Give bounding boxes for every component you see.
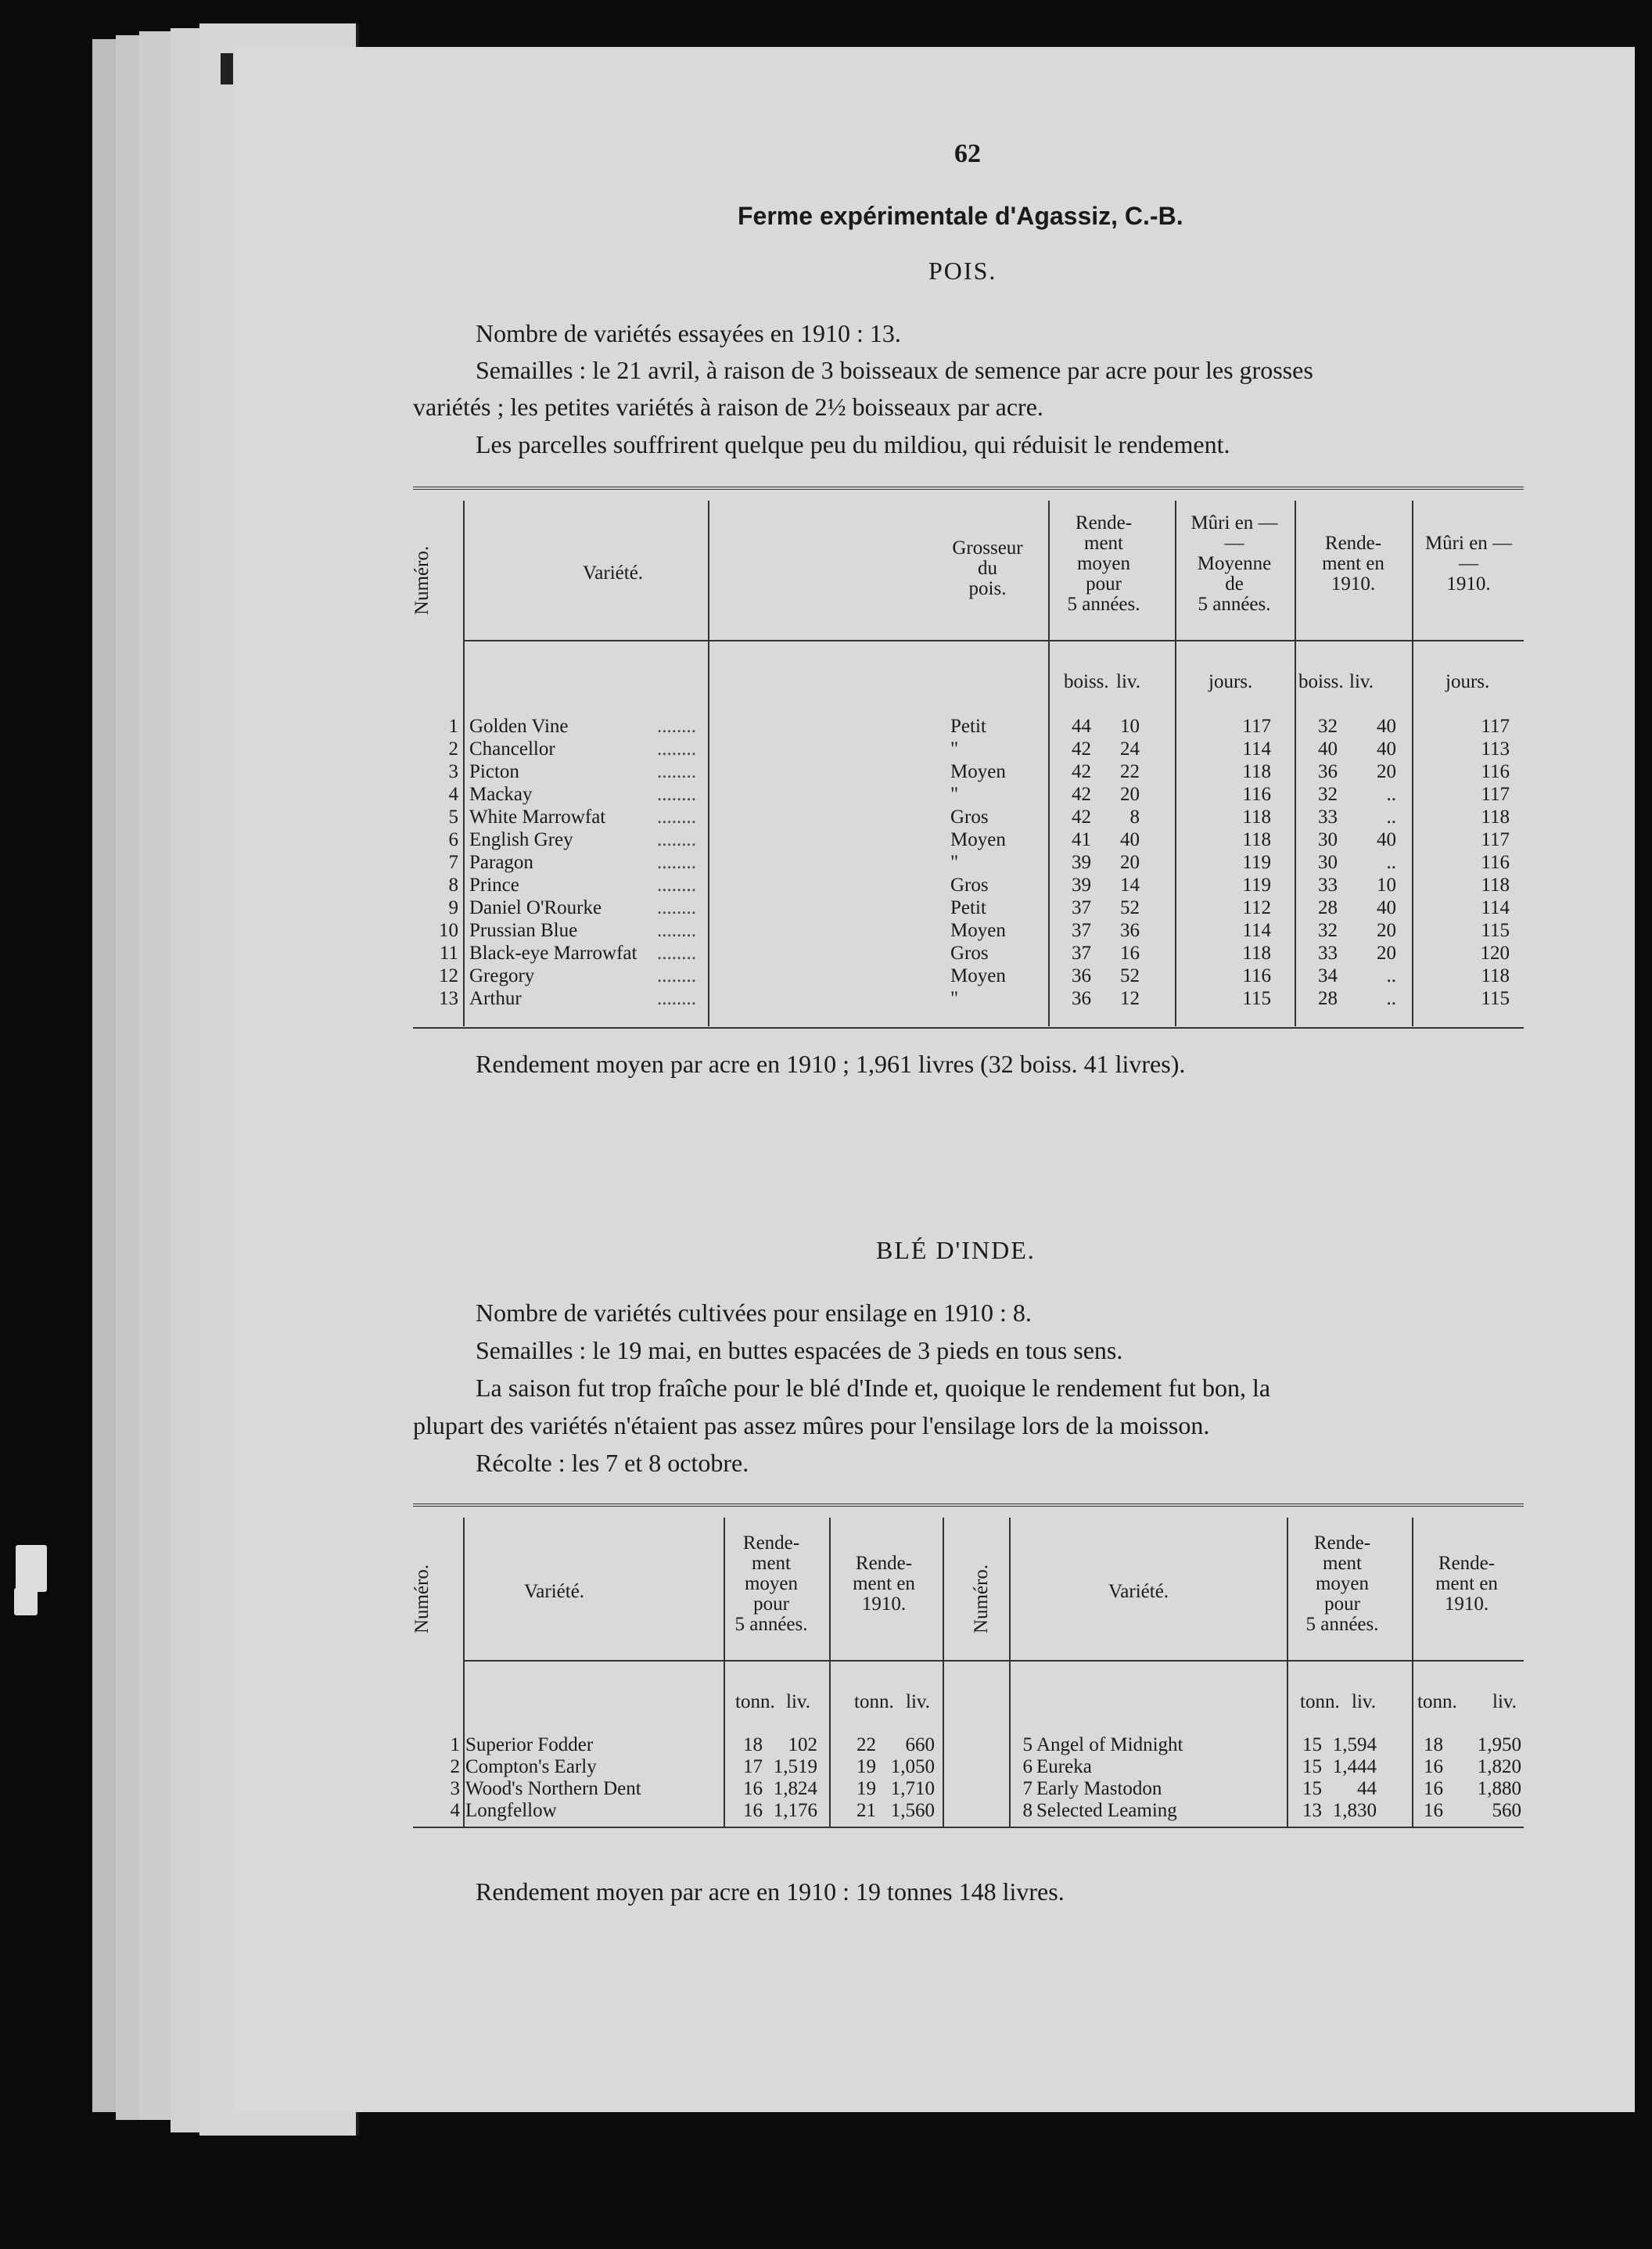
- unit-tonn: tonn.: [854, 1691, 894, 1712]
- unit-tonn: tonn.: [1300, 1691, 1340, 1712]
- avg-bushels: 37: [1072, 943, 1091, 964]
- pounds-1910: 1,560: [890, 1800, 935, 1821]
- avg-tons: 15: [1302, 1734, 1322, 1755]
- col-header-rendement-1910: Rende- ment en 1910.: [1322, 533, 1384, 595]
- row-number: 8: [448, 875, 458, 896]
- ble-footer: Rendement moyen par acre en 1910 : 19 tonnes 148 livres.: [476, 1877, 1065, 1906]
- table-row: [235, 988, 1564, 1010]
- tons-1910: 18: [1424, 1734, 1443, 1755]
- tons-1910: 21: [857, 1800, 876, 1821]
- table-row: [235, 1734, 1564, 1756]
- days-1910: 118: [1481, 875, 1510, 896]
- variety-name: English Grey: [469, 829, 573, 850]
- unit-liv: liv.: [786, 1691, 811, 1712]
- avg-pounds: 1,830: [1332, 1800, 1377, 1821]
- avg-pounds: 20: [1120, 852, 1140, 873]
- row-number: 5: [448, 807, 458, 828]
- pea-size: ": [950, 784, 959, 805]
- row-number: 5: [1022, 1734, 1032, 1755]
- leader-dots: ........: [657, 920, 696, 941]
- row-number: 6: [1022, 1756, 1032, 1777]
- pounds-1910: 1,050: [890, 1756, 935, 1777]
- variety-name: Angel of Midnight: [1036, 1734, 1183, 1755]
- row-number: 3: [448, 761, 458, 782]
- variety-name: Gregory: [469, 965, 535, 986]
- pounds-1910: ..: [1386, 807, 1396, 828]
- avg-days: 118: [1242, 829, 1271, 850]
- leader-dots: ........: [657, 761, 696, 782]
- table-row: [235, 965, 1564, 987]
- pounds-1910: 1,820: [1477, 1756, 1521, 1777]
- col-header-rendement-1910: Rende- ment en 1910.: [853, 1553, 915, 1615]
- days-1910: 118: [1481, 965, 1510, 986]
- avg-pounds: 1,176: [773, 1800, 817, 1821]
- col-header-muri-1910: Mûri en — — 1910.: [1424, 533, 1513, 595]
- col-header-rendement-moyen: Rende- ment moyen pour 5 années.: [734, 1532, 808, 1635]
- table-rule: [413, 1827, 1524, 1828]
- page-heading: Ferme expérimentale d'Agassiz, C.-B.: [738, 202, 1183, 230]
- bushels-1910: 36: [1318, 761, 1338, 782]
- avg-days: 115: [1242, 988, 1271, 1009]
- row-number: 13: [439, 988, 458, 1009]
- unit-liv: liv.: [1492, 1691, 1517, 1712]
- variety-name: Chancellor: [469, 738, 555, 760]
- avg-pounds: 24: [1120, 738, 1140, 760]
- leader-dots: ........: [657, 738, 696, 760]
- avg-days: 112: [1242, 897, 1271, 918]
- table-row: [235, 943, 1564, 965]
- tons-1910: 16: [1424, 1756, 1443, 1777]
- pea-size: ": [950, 738, 959, 760]
- leader-dots: ........: [657, 829, 696, 850]
- days-1910: 115: [1481, 920, 1510, 941]
- col-header-variete: Variété.: [583, 562, 644, 584]
- avg-pounds: 16: [1120, 943, 1140, 964]
- ble-line: plupart des variétés n'étaient pas assez mûres pour l'ensilage lors de la moisson.: [413, 1411, 1210, 1439]
- table-row: [235, 738, 1564, 760]
- days-1910: 120: [1480, 943, 1510, 964]
- col-header-rendement-moyen: Rende- ment moyen pour 5 années.: [1067, 512, 1140, 615]
- row-number: 6: [448, 829, 458, 850]
- pounds-1910: 40: [1377, 897, 1396, 918]
- pea-size: Petit: [950, 716, 986, 737]
- ble-line: La saison fut trop fraîche pour le blé d'Inde et, quoique le rendement fut bon, la: [476, 1374, 1271, 1402]
- leader-dots: ........: [657, 988, 696, 1009]
- variety-name: Prince: [469, 875, 519, 896]
- avg-bushels: 42: [1072, 738, 1091, 760]
- avg-days: 118: [1242, 761, 1271, 782]
- table-row: [235, 784, 1564, 806]
- pounds-1910: ..: [1386, 988, 1396, 1009]
- pea-size: ": [950, 852, 959, 873]
- avg-pounds: 1,519: [773, 1756, 817, 1777]
- avg-bushels: 39: [1072, 875, 1091, 896]
- bushels-1910: 33: [1318, 875, 1338, 896]
- unit-liv: liv.: [1116, 671, 1141, 692]
- avg-tons: 18: [743, 1734, 763, 1755]
- row-number: 2: [448, 738, 458, 760]
- avg-days: 114: [1242, 920, 1271, 941]
- unit-tonn: tonn.: [1417, 1691, 1457, 1712]
- avg-pounds: 1,594: [1332, 1734, 1377, 1755]
- row-number: 7: [1022, 1778, 1032, 1799]
- bushels-1910: 30: [1318, 852, 1338, 873]
- pounds-1910: 40: [1377, 738, 1396, 760]
- page-number: 62: [954, 139, 981, 168]
- pounds-1910: 40: [1377, 716, 1396, 737]
- unit-jours: jours.: [1208, 671, 1253, 692]
- table-rule: [413, 487, 1524, 491]
- avg-pounds: 20: [1120, 784, 1140, 805]
- leader-dots: ........: [657, 965, 696, 986]
- pea-size: Petit: [950, 897, 986, 918]
- avg-pounds: 52: [1120, 965, 1140, 986]
- unit-boiss: boiss.: [1064, 671, 1109, 692]
- ble-line: Semailles : le 19 mai, en buttes espacées de 3 pieds en tous sens.: [476, 1336, 1123, 1364]
- avg-tons: 15: [1302, 1778, 1322, 1799]
- table-row: [235, 1800, 1564, 1822]
- avg-pounds: 1,444: [1332, 1756, 1377, 1777]
- variety-name: Arthur: [469, 988, 522, 1009]
- variety-name: Black-eye Marrowfat: [469, 943, 637, 964]
- avg-bushels: 37: [1072, 897, 1091, 918]
- avg-bushels: 36: [1072, 988, 1091, 1009]
- pea-size: Gros: [950, 875, 989, 896]
- scan-speck: [14, 1588, 38, 1615]
- avg-bushels: 42: [1072, 761, 1091, 782]
- row-number: 11: [439, 943, 458, 964]
- avg-days: 114: [1242, 738, 1271, 760]
- section-title-pois: POIS.: [928, 257, 997, 285]
- row-number: 7: [448, 852, 458, 873]
- bushels-1910: 33: [1318, 807, 1338, 828]
- avg-days: 119: [1242, 875, 1271, 896]
- bushels-1910: 40: [1318, 738, 1338, 760]
- avg-days: 118: [1242, 807, 1271, 828]
- variety-name: Wood's Northern Dent: [465, 1778, 641, 1799]
- pounds-1910: 660: [905, 1734, 935, 1755]
- avg-bushels: 39: [1072, 852, 1091, 873]
- col-header-rendement-1910: Rende- ment en 1910.: [1435, 1553, 1498, 1615]
- tons-1910: 16: [1424, 1800, 1443, 1821]
- ble-line: Récolte : les 7 et 8 octobre.: [476, 1449, 749, 1477]
- table-row: [235, 716, 1564, 738]
- pounds-1910: ..: [1386, 965, 1396, 986]
- pea-size: Gros: [950, 943, 989, 964]
- pea-size: Gros: [950, 807, 989, 828]
- pounds-1910: 40: [1377, 829, 1396, 850]
- table-row: [235, 920, 1564, 942]
- variety-name: Mackay: [469, 784, 533, 805]
- pea-size: ": [950, 988, 959, 1009]
- avg-pounds: 44: [1357, 1778, 1377, 1799]
- leader-dots: ........: [657, 943, 696, 964]
- avg-bushels: 41: [1072, 829, 1091, 850]
- table-row: [235, 875, 1564, 896]
- leader-dots: ........: [657, 875, 696, 896]
- pounds-1910: 560: [1492, 1800, 1521, 1821]
- avg-tons: 16: [743, 1778, 763, 1799]
- table-row: [235, 761, 1564, 783]
- bushels-1910: 32: [1318, 784, 1338, 805]
- unit-tonn: tonn.: [735, 1691, 775, 1712]
- table-rule: [463, 1660, 1524, 1662]
- row-number: 12: [439, 965, 458, 986]
- tons-1910: 16: [1424, 1778, 1443, 1799]
- days-1910: 116: [1481, 761, 1510, 782]
- avg-pounds: 102: [788, 1734, 817, 1755]
- variety-name: Daniel O'Rourke: [469, 897, 602, 918]
- bushels-1910: 30: [1318, 829, 1338, 850]
- avg-tons: 13: [1302, 1800, 1322, 1821]
- bushels-1910: 34: [1318, 965, 1338, 986]
- pounds-1910: 20: [1377, 761, 1396, 782]
- avg-pounds: 14: [1120, 875, 1140, 896]
- pounds-1910: ..: [1386, 784, 1396, 805]
- leader-dots: ........: [657, 897, 696, 918]
- unit-boiss: boiss.: [1298, 671, 1344, 692]
- variety-name: Paragon: [469, 852, 533, 873]
- avg-pounds: 10: [1120, 716, 1140, 737]
- leader-dots: ........: [657, 852, 696, 873]
- table-row: [235, 897, 1564, 919]
- avg-bushels: 44: [1072, 716, 1091, 737]
- days-1910: 115: [1481, 988, 1510, 1009]
- unit-liv: liv.: [906, 1691, 931, 1712]
- avg-days: 118: [1242, 943, 1271, 964]
- table-rule: [463, 640, 1524, 641]
- pea-size: Moyen: [950, 920, 1006, 941]
- bushels-1910: 32: [1318, 716, 1338, 737]
- pounds-1910: 20: [1377, 920, 1396, 941]
- section-title-ble: BLÉ D'INDE.: [876, 1236, 1036, 1264]
- bushels-1910: 33: [1318, 943, 1338, 964]
- pounds-1910: 1,710: [890, 1778, 935, 1799]
- ble-line: Nombre de variétés cultivées pour ensilage en 1910 : 8.: [476, 1299, 1032, 1327]
- tons-1910: 22: [857, 1734, 876, 1755]
- row-number: 1: [448, 716, 458, 737]
- avg-tons: 15: [1302, 1756, 1322, 1777]
- scan-speck: [16, 1545, 47, 1592]
- row-number: 4: [450, 1800, 460, 1821]
- pea-size: Moyen: [950, 761, 1006, 782]
- avg-days: 117: [1242, 716, 1271, 737]
- variety-name: Eureka: [1036, 1756, 1092, 1777]
- tons-1910: 19: [857, 1756, 876, 1777]
- pea-size: Moyen: [950, 829, 1006, 850]
- days-1910: 117: [1481, 716, 1510, 737]
- variety-name: Golden Vine: [469, 716, 569, 737]
- table-row: [235, 807, 1564, 828]
- pounds-1910: 1,880: [1477, 1778, 1521, 1799]
- table-row: [235, 1756, 1564, 1778]
- avg-pounds: 52: [1120, 897, 1140, 918]
- days-1910: 113: [1481, 738, 1510, 760]
- leader-dots: ........: [657, 807, 696, 828]
- pounds-1910: 10: [1377, 875, 1396, 896]
- document-page: [235, 47, 1635, 2112]
- days-1910: 117: [1481, 784, 1510, 805]
- bushels-1910: 28: [1318, 988, 1338, 1009]
- days-1910: 114: [1481, 897, 1510, 918]
- row-number: 8: [1022, 1800, 1032, 1821]
- days-1910: 118: [1481, 807, 1510, 828]
- unit-liv: liv.: [1349, 671, 1374, 692]
- row-number: 1: [450, 1734, 460, 1755]
- pounds-1910: ..: [1386, 852, 1396, 873]
- table-row: [235, 1778, 1564, 1800]
- avg-pounds: 22: [1120, 761, 1140, 782]
- pois-line: Les parcelles souffrirent quelque peu du mildiou, qui réduisit le rendement.: [476, 430, 1230, 458]
- row-number: 10: [439, 920, 458, 941]
- row-number: 4: [448, 784, 458, 805]
- pois-line: Nombre de variétés essayées en 1910 : 13.: [476, 319, 901, 347]
- table-rule: [413, 1027, 1524, 1029]
- col-header-variete: Variété.: [1108, 1581, 1169, 1602]
- bushels-1910: 28: [1318, 897, 1338, 918]
- col-header-grosseur: Grosseur du pois.: [952, 537, 1023, 599]
- avg-bushels: 42: [1072, 807, 1091, 828]
- avg-bushels: 42: [1072, 784, 1091, 805]
- variety-name: Compton's Early: [465, 1756, 597, 1777]
- tons-1910: 19: [857, 1778, 876, 1799]
- row-number: 3: [450, 1778, 460, 1799]
- days-1910: 116: [1481, 852, 1510, 873]
- avg-tons: 16: [743, 1800, 763, 1821]
- pounds-1910: 1,950: [1477, 1734, 1521, 1755]
- pea-size: Moyen: [950, 965, 1006, 986]
- avg-pounds: 12: [1120, 988, 1140, 1009]
- row-number: 2: [450, 1756, 460, 1777]
- avg-pounds: 40: [1120, 829, 1140, 850]
- avg-days: 116: [1242, 965, 1271, 986]
- avg-days: 116: [1242, 784, 1271, 805]
- unit-jours: jours.: [1446, 671, 1490, 692]
- table-row: [235, 852, 1564, 874]
- unit-liv: liv.: [1352, 1691, 1377, 1712]
- binding-mark: [221, 53, 233, 84]
- row-number: 9: [448, 897, 458, 918]
- avg-pounds: 1,824: [773, 1778, 817, 1799]
- days-1910: 117: [1481, 829, 1510, 850]
- avg-days: 119: [1242, 852, 1271, 873]
- variety-name: Selected Leaming: [1036, 1800, 1177, 1821]
- table-row: [235, 829, 1564, 851]
- pois-footer: Rendement moyen par acre en 1910 ; 1,961 livres (32 boiss. 41 livres).: [476, 1050, 1186, 1078]
- avg-bushels: 37: [1072, 920, 1091, 941]
- pounds-1910: 20: [1377, 943, 1396, 964]
- avg-tons: 17: [743, 1756, 763, 1777]
- leader-dots: ........: [657, 784, 696, 805]
- variety-name: White Marrowfat: [469, 807, 606, 828]
- pois-line: variétés ; les petites variétés à raison de 2½ boisseaux par acre.: [413, 393, 1043, 421]
- col-header-variete: Variété.: [524, 1581, 585, 1602]
- col-header-numero: Numéro.: [411, 1564, 433, 1634]
- col-header-rendement-moyen: Rende- ment moyen pour 5 années.: [1305, 1532, 1379, 1635]
- pois-line: Semailles : le 21 avril, à raison de 3 boisseaux de semence par acre pour les grosses: [476, 356, 1313, 384]
- variety-name: Early Mastodon: [1036, 1778, 1162, 1799]
- avg-bushels: 36: [1072, 965, 1091, 986]
- col-header-numero: Numéro.: [971, 1564, 992, 1634]
- avg-pounds: 8: [1129, 807, 1140, 828]
- col-header-numero: Numéro.: [411, 545, 433, 616]
- avg-pounds: 36: [1120, 920, 1140, 941]
- variety-name: Picton: [469, 761, 519, 782]
- variety-name: Superior Fodder: [465, 1734, 594, 1755]
- variety-name: Prussian Blue: [469, 920, 578, 941]
- bushels-1910: 32: [1318, 920, 1338, 941]
- table-rule: [413, 1504, 1524, 1508]
- leader-dots: ........: [657, 716, 696, 737]
- col-header-muri-moyenne: Mûri en — — Moyenne de 5 années.: [1191, 512, 1278, 615]
- variety-name: Longfellow: [465, 1800, 557, 1821]
